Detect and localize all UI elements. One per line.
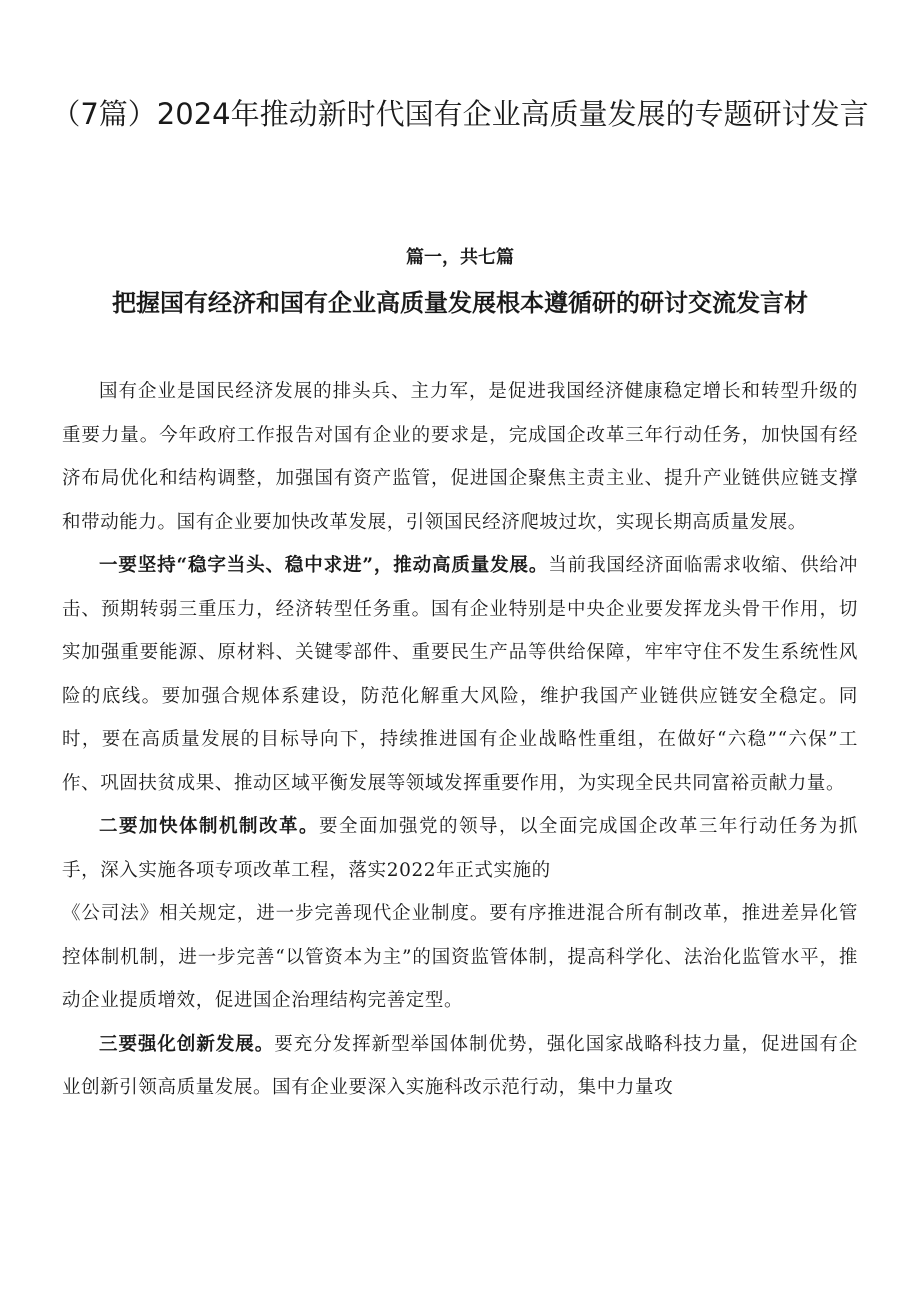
document-body [62,370,858,1110]
paragraph-lead: 三要强化创新发展。 [99,1033,275,1055]
paragraph-lead: 二要加快体制机制改革。 [99,816,319,837]
paragraph-text: 国有企业是国民经济发展的排头兵、主力军，是促进我国经济健康稳定增长和转型升级的重要力量。今年政府工作报告对国有企业的要求是，完成国企改革三年行动任务，加快国有经济布局优化和结构调整，加强国有资产监管，促进国企聚焦主责主业、提升产业链供应链支撑和带动能力。国有企业要加快改革发展，引领国民经济爬坡过坎，实现长期高质量发展。 [62,381,858,533]
paragraph-lead: 一要坚持“稳字当头、稳中求进”，推动高质量发展。 [99,555,549,576]
document-title: （7篇）2024年推动新时代国有企业高质量发展的专题研讨发言 [51,97,869,131]
paragraph [62,805,858,892]
paragraph [62,1023,858,1110]
paragraph-text: 要充分发挥新型举国体制优势，强化国家战略科技力量，促进国有企业创新引领高质量发展。国有企业要深入实施科改示范行动，集中力量攻 [62,1033,858,1098]
paragraph [62,892,858,1023]
paragraph-text: 当前我国经济面临需求收缩、供给冲击、预期转弱三重压力，经济转型任务重。国有企业特别是中央企业要发挥龙头骨干作用，切实加强重要能源、原材料、关键零部件、重要民生产品等供给保障，牢牢守住不发生系统性风险的底线。要加强合规体系建设，防范化解重大风险，维护我国产业链供应链安全稳定。同时，要在高质量发展的目标导向下，持续推进国有企业战略性重组，在做好“六稳”“六保”工作、巩固扶贫成果、推动区域平衡发展等领域发挥重要作用，为实现全民共同富裕贡献力量。 [62,555,858,794]
paragraph [62,544,858,805]
section-title: 把握国有经济和国有企业高质量发展根本遵循研的研讨交流发言材 [112,289,808,317]
paragraph-text: 要全面加强党的领导，以全面完成国企改革三年行动任务为抓手，深入实施各项专项改革工程，落实2022年正式实施的 [62,816,858,881]
paragraph-text: 《公司法》相关规定，进一步完善现代企业制度。要有序推进混合所有制改革，推进差异化管控体制机制，进一步完善“以管资本为主”的国资监管体制，提高科学化、法治化监管水平，推动企业提质增效，促进国企治理结构完善定型。 [62,903,858,1011]
chapter-label: 篇一，共七篇 [406,247,514,268]
paragraph [62,370,858,544]
